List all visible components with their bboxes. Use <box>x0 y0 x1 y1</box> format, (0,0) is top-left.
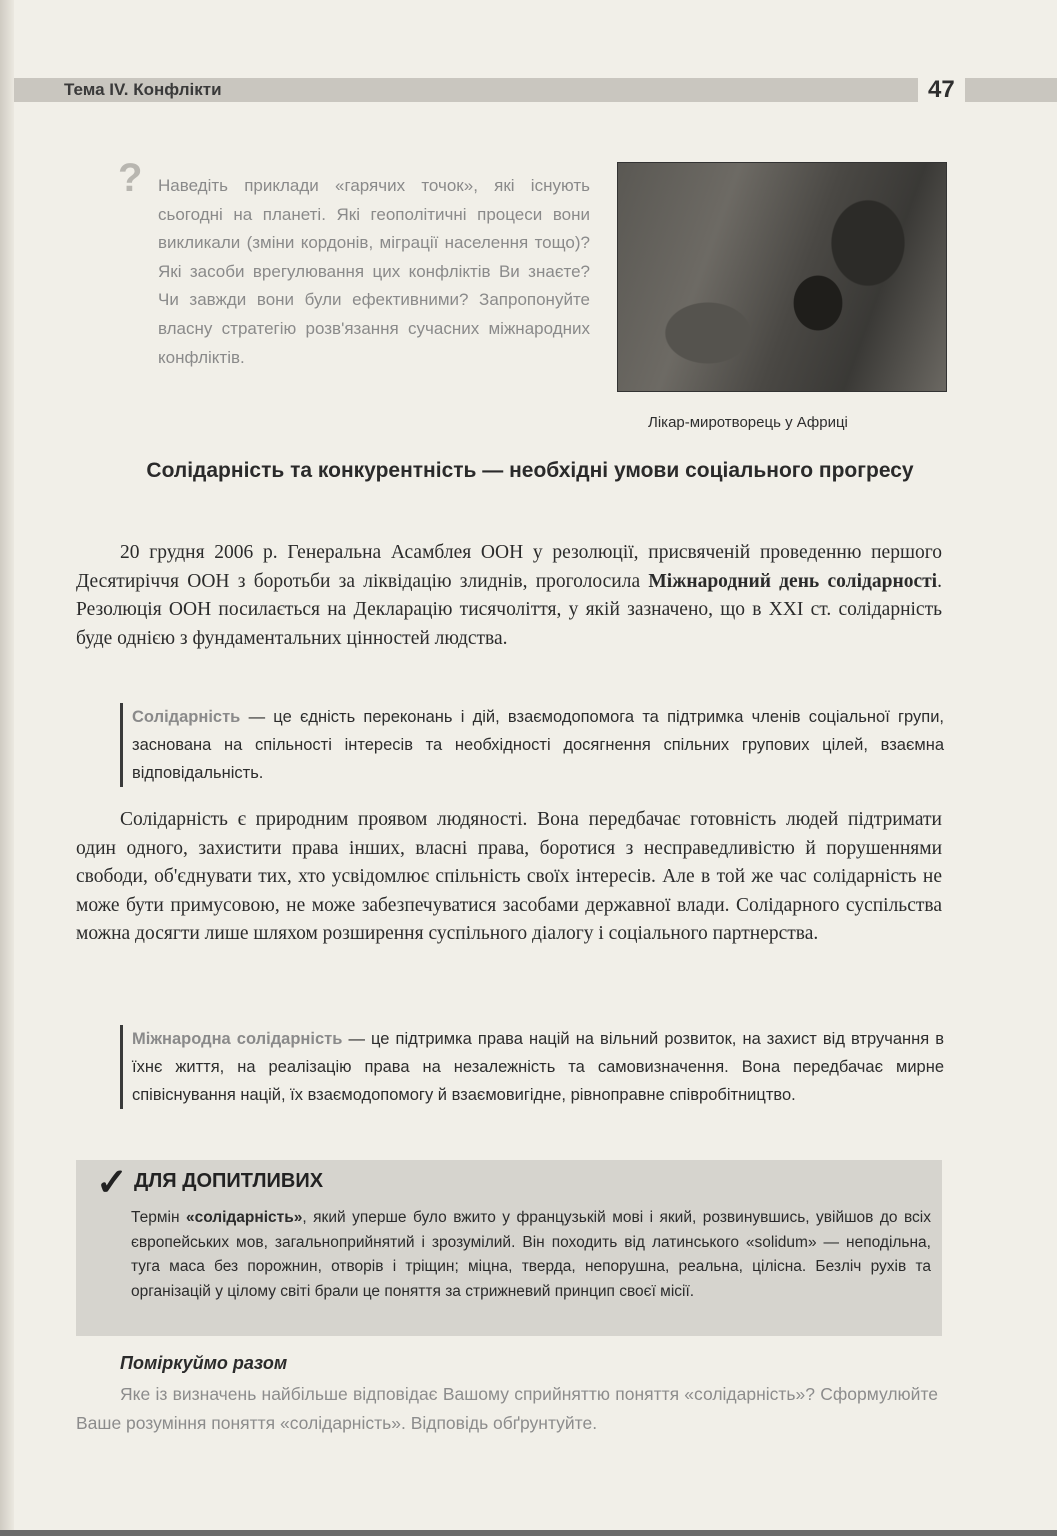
paragraph-2: Солідарність є природним проявом людяності. Вона передбачає готовність людей підтримати один одного, захистити права інших, власні права, боротися з несправедливістю й порушеннями свободи, об'єднувати тих, хто усвідомлює спільність своїх інтересів. Але в той же час солідарність не може бути примусовою, не може забезпечуватися засобами державної влади. Солідарного суспільства можна досягти лише шляхом розширення суспільного діалогу і соціального партнерства. <box>76 809 942 944</box>
curious-text: Термін «солідарність», який уперше було вжито у французькій мові і який, розвинувшись, увійшов до всіх європейських мов, загальноприйнятий і зрозумілий. Він походить від латинського «solidum» — неподільна, туга маса без порожнин, отворів і тріщин; міцна, тверда, непорушна, реальна, цілісна. Безліч рухів та організацій у цілому світі брали це поняття за стрижневий принцип своєї місії. <box>131 1209 931 1300</box>
question-mark-icon: ? <box>118 156 143 200</box>
definition-term: Міжнародна солідарність <box>132 1030 343 1048</box>
peacekeeper-photo <box>617 162 947 392</box>
definition-term: Солідарність <box>132 708 241 726</box>
page-bottom-edge <box>0 1530 1057 1536</box>
question-text: Наведіть приклади «гарячих точок», які існують сьогодні на планеті. Які геополітичні процеси вони викликали (зміни кордонів, міграції населення тощо)? Які засоби врегулювання цих конфліктів Ви знаєте? Чи завжди вони були ефективними? Запропонуйте власну стратегію розв'язання сучасних міжнародних конфліктів. <box>158 176 590 367</box>
curious-term: «солідарність» <box>185 1209 303 1226</box>
paragraph-1: 20 грудня 2006 р. Генеральна Асамблея ООН у резолюції, присвяченій проведенню першого Десятиріччя ООН з боротьби за ліквідацію злиднів, проголосила Міжнародний день солідарності. Резолюція ООН посилається на Декларацію тисячоліття, у якій зазначено, що в XXI ст. солідарність буде однією з фундаментальних цінностей людства. <box>76 542 942 649</box>
discuss-title: Поміркуймо разом <box>120 1353 288 1373</box>
discuss-text: Яке із визначень найбільше відповідає Вашому сприйняттю поняття «солідарність»? Сформулюйте Ваше розуміння поняття «солідарність». Відповідь обґрунтуйте. <box>76 1384 938 1433</box>
day-of-solidarity: Міжнародний день солідарності <box>648 570 938 592</box>
header-topic: Тема IV. Конфлікти <box>64 80 222 99</box>
checkmark-icon: ✓ <box>96 1162 128 1204</box>
section-title: Солідарність та конкурентність — необхідні умови соціального прогресу <box>146 459 914 482</box>
photo-caption: Лікар-миротворець у Африці <box>648 414 848 431</box>
page-left-edge <box>0 0 14 1536</box>
definition-solidarity: Солідарність — це єдність переконань і дій, взаємодопомога та підтримка членів соціальної групи, заснована на спільності інтересів та необхідності досягнення спільних групових цілей, взаємна відповідальність. <box>120 703 944 787</box>
definition-international-solidarity: Міжнародна солідарність — це підтримка права націй на вільний розвиток, на захист від втручання в їхнє життя, на реалізацію права на незалежність та самовизначення. Вона передбачає мирне співіснування націй, їх взаємодопомогу й взаємовигідне, рівноправне співробітництво. <box>120 1025 944 1109</box>
curious-title: ДЛЯ ДОПИТЛИВИХ <box>134 1170 324 1192</box>
page-number: 47 <box>918 76 965 104</box>
